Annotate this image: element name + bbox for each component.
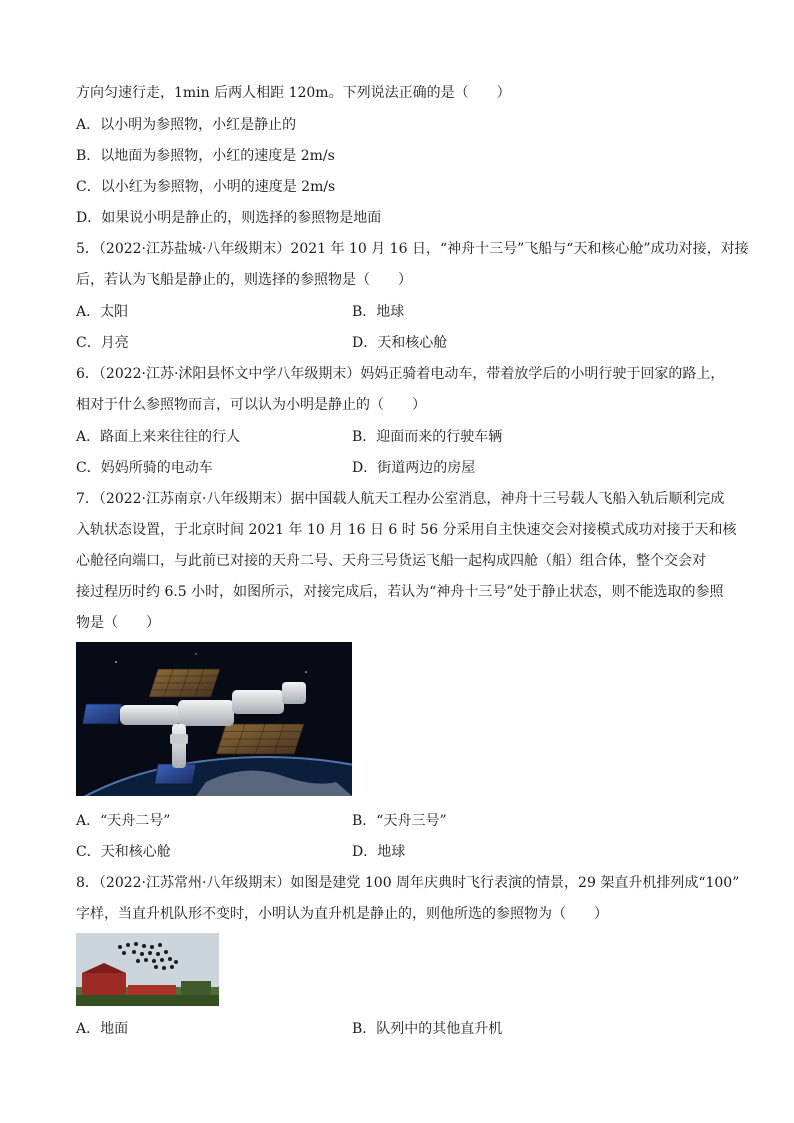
q4-option-a: A．以小明为参照物，小红是静止的 — [76, 117, 297, 133]
q4-option-c: C．以小红为参照物，小明的速度是 2m/s — [76, 179, 336, 195]
q5-option-a: A．太阳 — [76, 304, 129, 320]
solar-panel-top — [149, 669, 220, 697]
q5-option-b: B．地球 — [352, 304, 405, 320]
question-5-stem-line-2: 后，若认为飞船是静止的，则选择的参照物是（ ） — [76, 272, 412, 288]
q6-option-c: C．妈妈所骑的电动车 — [76, 460, 213, 476]
q5-option-c: C．月亮 — [76, 335, 129, 351]
q7-option-d: D．地球 — [352, 844, 406, 860]
question-7-stem-line-3: 心舱径向端口，与此前已对接的天舟二号、天舟三号货运飞船一起构成四舱（船）组合体，整个交会对 — [76, 553, 706, 569]
core-module — [178, 700, 234, 726]
cargo-module-left — [120, 705, 180, 725]
space-station-photo — [76, 642, 352, 796]
question-4-stem: 方向匀速行走，1min 后两人相距 120m。下列说法正确的是（ ） — [76, 85, 511, 101]
q4-option-b: B．以地面为参照物，小红的速度是 2m/s — [76, 148, 335, 164]
helicopter-formation-photo — [76, 933, 219, 1006]
q7-option-a: A．“天舟二号” — [76, 813, 171, 829]
solar-panel-left — [82, 704, 122, 724]
q4-option-d: D．如果说小明是静止的，则选择的参照物是地面 — [76, 210, 382, 226]
question-7-stem-line-5: 物是（ ） — [76, 615, 160, 631]
question-8-stem-line-2: 字样，当直升机队形不变时，小明认为直升机是静止的，则他所选的参照物为（ ） — [76, 906, 608, 922]
solar-panel-bottom — [216, 724, 304, 754]
crew-ship — [172, 724, 186, 768]
question-5-stem-line-1: 5．（2022·江苏盐城·八年级期末）2021 年 10 月 16 日，“神舟十三号”飞船与“天和核心舱”成功对接，对接 — [76, 241, 749, 257]
cargo-module-right — [232, 690, 284, 714]
q8-option-a: A．地面 — [76, 1021, 129, 1037]
q7-option-b: B．“天舟三号” — [352, 813, 447, 829]
question-7-stem-line-2: 入轨状态设置，于北京时间 2021 年 10 月 16 日 6 时 56 分采用自主快速交会对接模式成功对接于天和核 — [76, 522, 737, 538]
q6-option-a: A．路面上来来往往的行人 — [76, 429, 241, 445]
q8-option-b: B．队列中的其他直升机 — [352, 1021, 503, 1037]
question-7-stem-line-1: 7．（2022·江苏南京·八年级期末）据中国载人航天工程办公室消息，神舟十三号载人飞船入轨后顺利完成 — [76, 491, 725, 507]
question-7-stem-line-4: 接过程历时约 6.5 小时，如图所示，对接完成后，若认为“神舟十三号”处于静止状态，则不能选取的参照 — [76, 584, 724, 600]
question-6-stem-line-1: 6．（2022·江苏·沭阳县怀文中学八年级期末）妈妈正骑着电动车，带着放学后的小明行驶于回家的路上， — [76, 366, 725, 382]
q6-option-b: B．迎面而来的行驶车辆 — [352, 429, 503, 445]
space-station-illustration — [76, 642, 352, 796]
question-8-stem-line-1: 8．（2022·江苏常州·八年级期末）如图是建党 100 周年庆典时飞行表演的情景，29 架直升机排列成“100” — [76, 875, 740, 891]
red-building — [82, 973, 126, 997]
q5-option-d: D．天和核心舱 — [352, 335, 448, 351]
question-6-stem-line-2: 相对于什么参照物而言，可以认为小明是静止的（ ） — [76, 397, 426, 413]
helicopter-formation-illustration — [76, 933, 219, 1006]
q6-option-d: D．街道两边的房屋 — [352, 460, 476, 476]
q7-option-c: C．天和核心舱 — [76, 844, 171, 860]
